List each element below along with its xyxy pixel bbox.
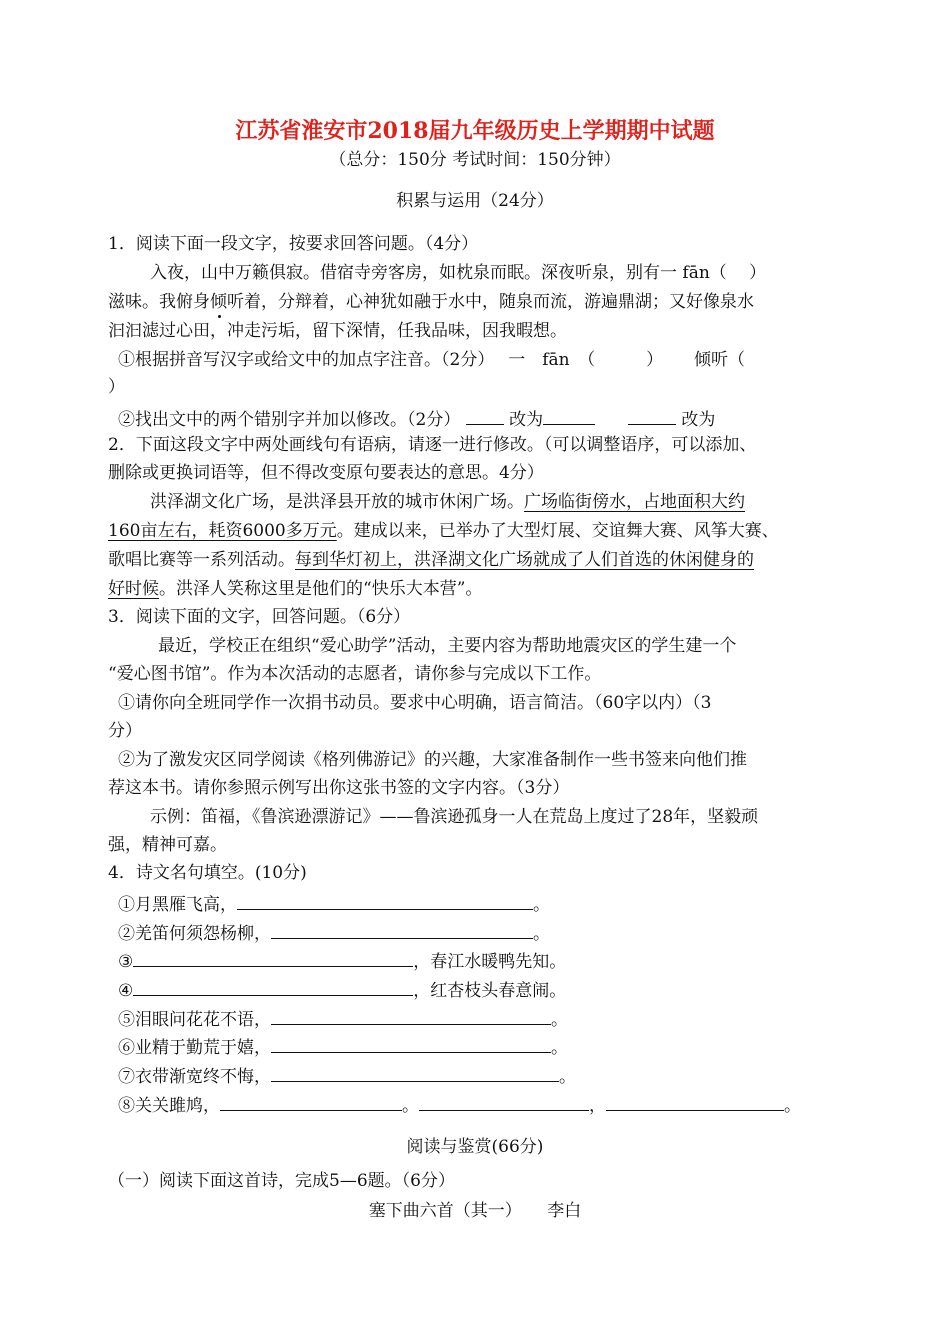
q2-passage-line [108,549,754,571]
text-fragment: 改为 [681,410,716,430]
underlined-sentence: 广场临街傍水，占地面积大约 [524,492,745,512]
q2-stem: 2．下面这段文字中两处画线句有语病，请逐一进行修改。（可以调整语序，可以添加、 [108,435,757,455]
q4-line-3 [118,948,566,973]
poem-text: ①月黑雁飞高， [118,895,237,915]
punct: 。 [551,1010,568,1030]
q3-sub1: 分） [108,721,142,741]
q1-passage-line [108,291,754,313]
text-fragment: 改为 [509,410,544,430]
poem-title: 塞下曲六首（其一） 李白 [368,1201,582,1221]
q3-example: 示例：笛福，《鲁滨逊漂游记》——鲁滨逊孤身一人在荒岛上度过了28年，坚毅顽 [150,807,759,827]
section-heading-accumulation: 积累与运用（24分） [396,191,554,211]
text-fragment: 滋味。我俯身 [108,292,210,312]
poem-text: ②羌笛何须怨杨柳， [118,924,271,944]
q2-passage-line [108,578,482,600]
q3-sub2: 荐这本书。请你参照示例写出你这张书签的文字内容。（3分） [108,778,570,798]
q4-line-5 [118,1006,568,1031]
answer-blank[interactable] [419,1092,589,1111]
text-fragment: ②找出文中的两个错别字并加以修改。（2分） [118,410,461,430]
dotted-char: 倾 [210,292,227,312]
text-fragment: 洪泽湖文化广场，是洪泽县开放的城市休闲广场。 [150,492,524,512]
q3-example: 强，精神可嘉。 [108,835,227,855]
q1-stem: 1．阅读下面一段文字，按要求回答问题。（4分） [108,234,479,254]
text-fragment: 。洪泽人笑称这里是他们的“快乐大本营”。 [159,579,483,599]
q4-line-6 [118,1034,568,1059]
poem-text: ⑦衣带渐宽终不悔， [118,1067,271,1087]
q3-sub2: ②为了激发灾区同学阅读《格列佛游记》的兴趣，大家准备制作一些书签来向他们推 [118,750,747,770]
answer-blank[interactable] [271,920,533,939]
poem-text: ⑧关关雎鸠， [118,1096,220,1116]
q1-passage-line: 入夜，山中万籁俱寂。借宿寺旁客房，如枕泉而眠。深夜听泉，别有一 fān（ ） [150,263,767,283]
answer-blank[interactable] [606,1092,784,1111]
q4-line-2 [118,920,550,945]
text-fragment: 歌唱比赛等一系列活动。 [108,550,295,570]
poem-text: ④ [118,981,134,1001]
answer-blank[interactable] [237,891,533,910]
punct: 。 [533,895,550,915]
text-fragment: 。建成以来，已举办了大型灯展、交谊舞大赛、风筝大赛、 [336,521,779,541]
q3-stem: 3．阅读下面的文字，回答问题。（6分） [108,607,411,627]
q1-sub1: ①根据拼音写汉字或给文中的加点字注音。（2分） 一 fān （ ） 倾听（ [118,350,745,370]
q2-passage-line [150,491,745,513]
punct: 。 [559,1067,576,1087]
reading-part-1: （一）阅读下面这首诗，完成5—6题。（6分） [108,1171,455,1191]
punct: ， [589,1096,606,1116]
answer-blank[interactable] [220,1092,402,1111]
answer-blank[interactable] [628,406,676,425]
answer-blank[interactable] [271,1063,559,1082]
poem-text: ③ [118,952,134,972]
text-fragment: 听着，分辩着，心神犹如融于水中，随泉而流，游遍鼎湖；又好像泉水 [227,292,754,312]
punct: 。 [402,1096,419,1116]
q4-line-1 [118,891,550,916]
poem-text: ⑤泪眼问花花不语， [118,1010,271,1030]
poem-text: ，红杏枝头春意闹。 [413,981,567,1001]
underlined-sentence: 好时候 [108,579,159,599]
underlined-sentence: 每到华灯初上，洪泽湖文化广场就成了人们首选的休闲健身的 [295,550,754,570]
punct: 。 [533,924,550,944]
answer-blank[interactable] [133,977,413,996]
q1-sub1-end: ） [108,377,125,397]
q2-passage-line [108,520,779,542]
q3-passage-line: 最近，学校正在组织“爱心助学”活动，主要内容为帮助地震灾区的学生建一个 [158,636,737,656]
q3-sub1: ①请你向全班同学作一次捐书动员。要求中心明确，语言简洁。（60字以内）（3 [118,693,712,713]
section-heading-reading: 阅读与鉴赏(66分) [406,1137,544,1157]
poem-text: ⑥业精于勤荒于嬉， [118,1038,271,1058]
exam-meta: （总分：150分 考试时间：150分钟） [329,150,621,170]
answer-blank[interactable] [271,1006,551,1025]
underlined-sentence: 160亩左右，耗资6000多万元 [108,521,337,541]
q3-passage-line: “爱心图书馆”。作为本次活动的志愿者，请你参与完成以下工作。 [108,664,602,684]
answer-blank[interactable] [466,406,504,425]
poem-text: ，春江水暖鸭先知。 [413,952,567,972]
q4-line-8 [118,1092,801,1117]
q4-line-7 [118,1063,576,1088]
answer-blank[interactable] [271,1034,551,1053]
q1-passage-line: 汩汩滤过心田，冲走污垢，留下深情，任我品味，因我暇想。 [108,321,567,341]
q1-sub2 [118,406,715,431]
page-title: 江苏省淮安市2018届九年级历史上学期期中试题 [235,118,715,144]
punct: 。 [784,1096,801,1116]
punct: 。 [551,1038,568,1058]
answer-blank[interactable] [133,948,413,967]
q4-stem: 4．诗文名句填空。(10分) [108,863,307,883]
q2-stem: 删除或更换词语等，但不得改变原句要表达的意思。4分） [108,463,544,483]
q4-line-4 [118,977,566,1002]
answer-blank[interactable] [543,406,595,425]
